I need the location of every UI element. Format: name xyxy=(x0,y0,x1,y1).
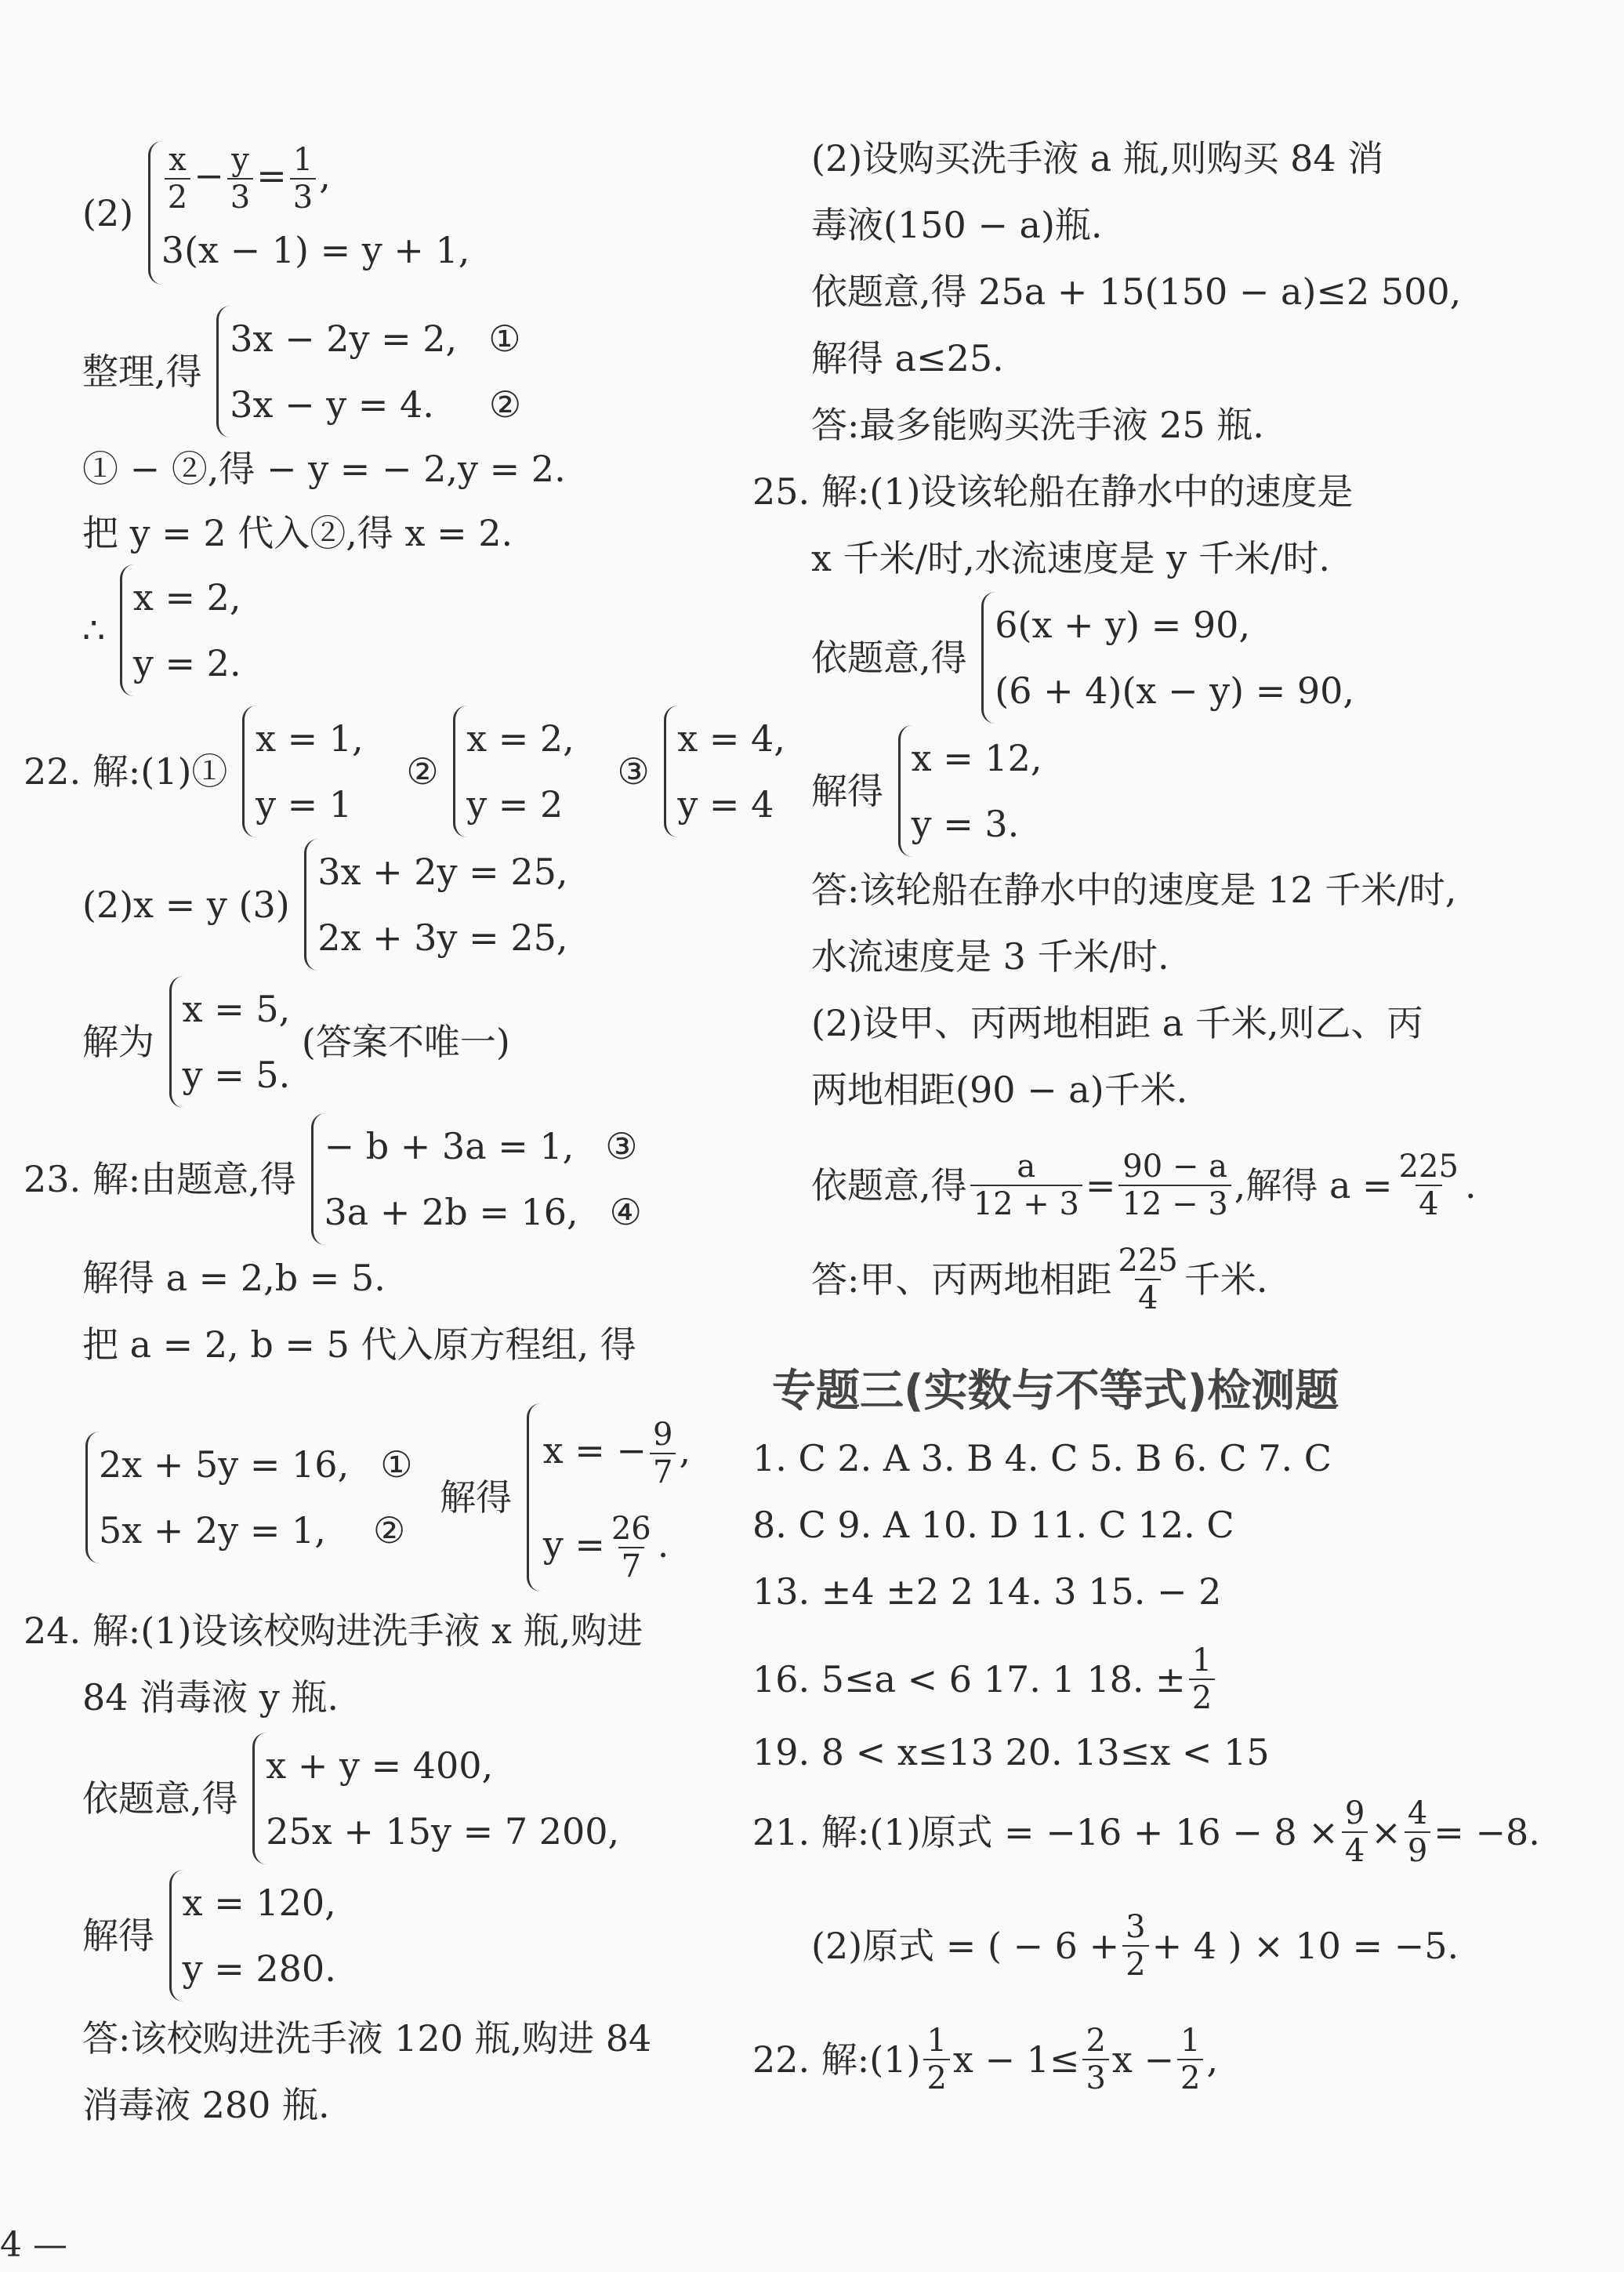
q24-answer2: 消毒液 280 瓶. xyxy=(82,2084,330,2126)
answer-line7: (2)原式 = ( − 6 + $\frac{3}{2}$ + 4 ) × 10 = −5. xyxy=(811,1909,1459,1983)
answer-line8: 22. 解:(1) $\frac{1}{2}$ x − 1≤ $\frac{2}{3}$ x − $\frac{1}{2}$ , xyxy=(752,2023,1219,2096)
left-therefore: ∴ x = 2, y = 2. xyxy=(82,564,241,696)
q23-result: 解得 a = 2,b = 5. xyxy=(82,1257,386,1299)
q24-line1: 24. 解:(1)设该校购进洗手液 x 瓶,购进 xyxy=(24,1610,643,1652)
section-title: 专题三(实数与不等式)检测题 xyxy=(772,1366,1339,1417)
q25-answer1: 答:该轮船在静水中的速度是 12 千米/时, xyxy=(811,869,1457,911)
q22-solution: 解为 x = 5, y = 5. (答案不唯一) xyxy=(82,976,510,1108)
answer-line5: 19. 8 < x≤13 20. 13≤x < 15 xyxy=(752,1731,1270,1773)
q22-part2: (2)x = y (3) 3x + 2y = 25, 2x + 3y = 25, xyxy=(82,839,568,971)
r-line5: 答:最多能购买洗手液 25 瓶. xyxy=(811,404,1264,446)
left-p2-system: (2) $\frac{x}{2}$ − $\frac{y}{3}$ = $\frac{1}{3}$ , 3(x − 1) = y + 1, xyxy=(82,141,469,285)
q25-part2b: 两地相距(90 − a)千米. xyxy=(811,1069,1188,1111)
q25-answer2: 水流速度是 3 千米/时. xyxy=(811,935,1169,978)
q25-answer3: 答:甲、丙两地相距 $\frac{225}{4}$ 千米. xyxy=(811,1243,1268,1316)
answer-line4: 16. 5≤a < 6 17. 1 18. ± $\frac{1}{2}$ xyxy=(752,1642,1218,1716)
q25-solution: 解得 x = 12, y = 3. xyxy=(811,725,1042,857)
answer-line3: 13. ±4 ±2 2 14. 3 15. − 2 xyxy=(752,1570,1222,1613)
brace-system: $\frac{x}{2}$ − $\frac{y}{3}$ = $\frac{1}{3}$ , 3(x − 1) = y + 1, xyxy=(148,141,470,285)
q23-system: 23. 解:由题意,得 − b + 3a = 1, ③ 3a + 2b = 16, ④ xyxy=(24,1113,642,1245)
r-line2: 毒液(150 − a)瓶. xyxy=(811,204,1103,246)
r-line3: 依题意,得 25a + 15(150 − a)≤2 500, xyxy=(811,270,1462,313)
q24-solution: 解得 x = 120, y = 280. xyxy=(82,1870,336,2002)
q25-part2a: (2)设甲、丙两地相距 a 千米,则乙、丙 xyxy=(811,1002,1423,1044)
q23-system2: 2x + 5y = 16, ① 5x + 2y = 1, ② 解得 x = − $\frac{9}{7}$ , y = $\frac{26}{7}$ . xyxy=(82,1403,691,1591)
left-line-sub: ① − ②,得 − y = − 2,y = 2. xyxy=(82,448,566,490)
q24-answer1: 答:该校购进洗手液 120 瓶,购进 84 xyxy=(82,2017,652,2060)
q23-put: 把 a = 2, b = 5 代入原方程组, 得 xyxy=(82,1323,636,1366)
q25-line1: 25. 解:(1)设该轮船在静水中的速度是 xyxy=(752,470,1354,513)
r-line1: (2)设购买洗手液 a 瓶,则购买 84 消 xyxy=(811,137,1384,180)
q24-system: 依题意,得 x + y = 400, 25x + 15y = 7 200, xyxy=(82,1733,619,1864)
left-zhengli: 整理,得 3x − 2y = 2, ① 3x − y = 4. ② xyxy=(82,306,521,437)
left-line-put: 把 y = 2 代入②,得 x = 2. xyxy=(82,512,513,554)
q24-line2: 84 消毒液 y 瓶. xyxy=(82,1676,339,1719)
page-number: 4 — xyxy=(0,2225,67,2265)
answer-line6: 21. 解:(1)原式 = −16 + 16 − 8 × $\frac{9}{4}$ × $\frac{4}{9}$ = −8. xyxy=(752,1795,1540,1869)
q22-part1: 22. 解:(1)① x = 1, y = 1 ② x = 2, y = 2 ③ x = 4, y = 4 xyxy=(24,706,785,837)
q25-equation: 依题意,得 $\frac{a}{12 + 3}$ = $\frac{90 - a}{12 - 3}$ ,解得 a = $\frac{225}{4}$ . xyxy=(811,1149,1477,1222)
q25-line2: x 千米/时,水流速度是 y 千米/时. xyxy=(811,537,1331,579)
answer-line1: 1. C 2. A 3. B 4. C 5. B 6. C 7. C xyxy=(752,1437,1332,1479)
answer-line2: 8. C 9. A 10. D 11. C 12. C xyxy=(752,1504,1234,1546)
r-line4: 解得 a≤25. xyxy=(811,337,1004,379)
q25-system: 依题意,得 6(x + y) = 90, (6 + 4)(x − y) = 90, xyxy=(811,592,1354,724)
